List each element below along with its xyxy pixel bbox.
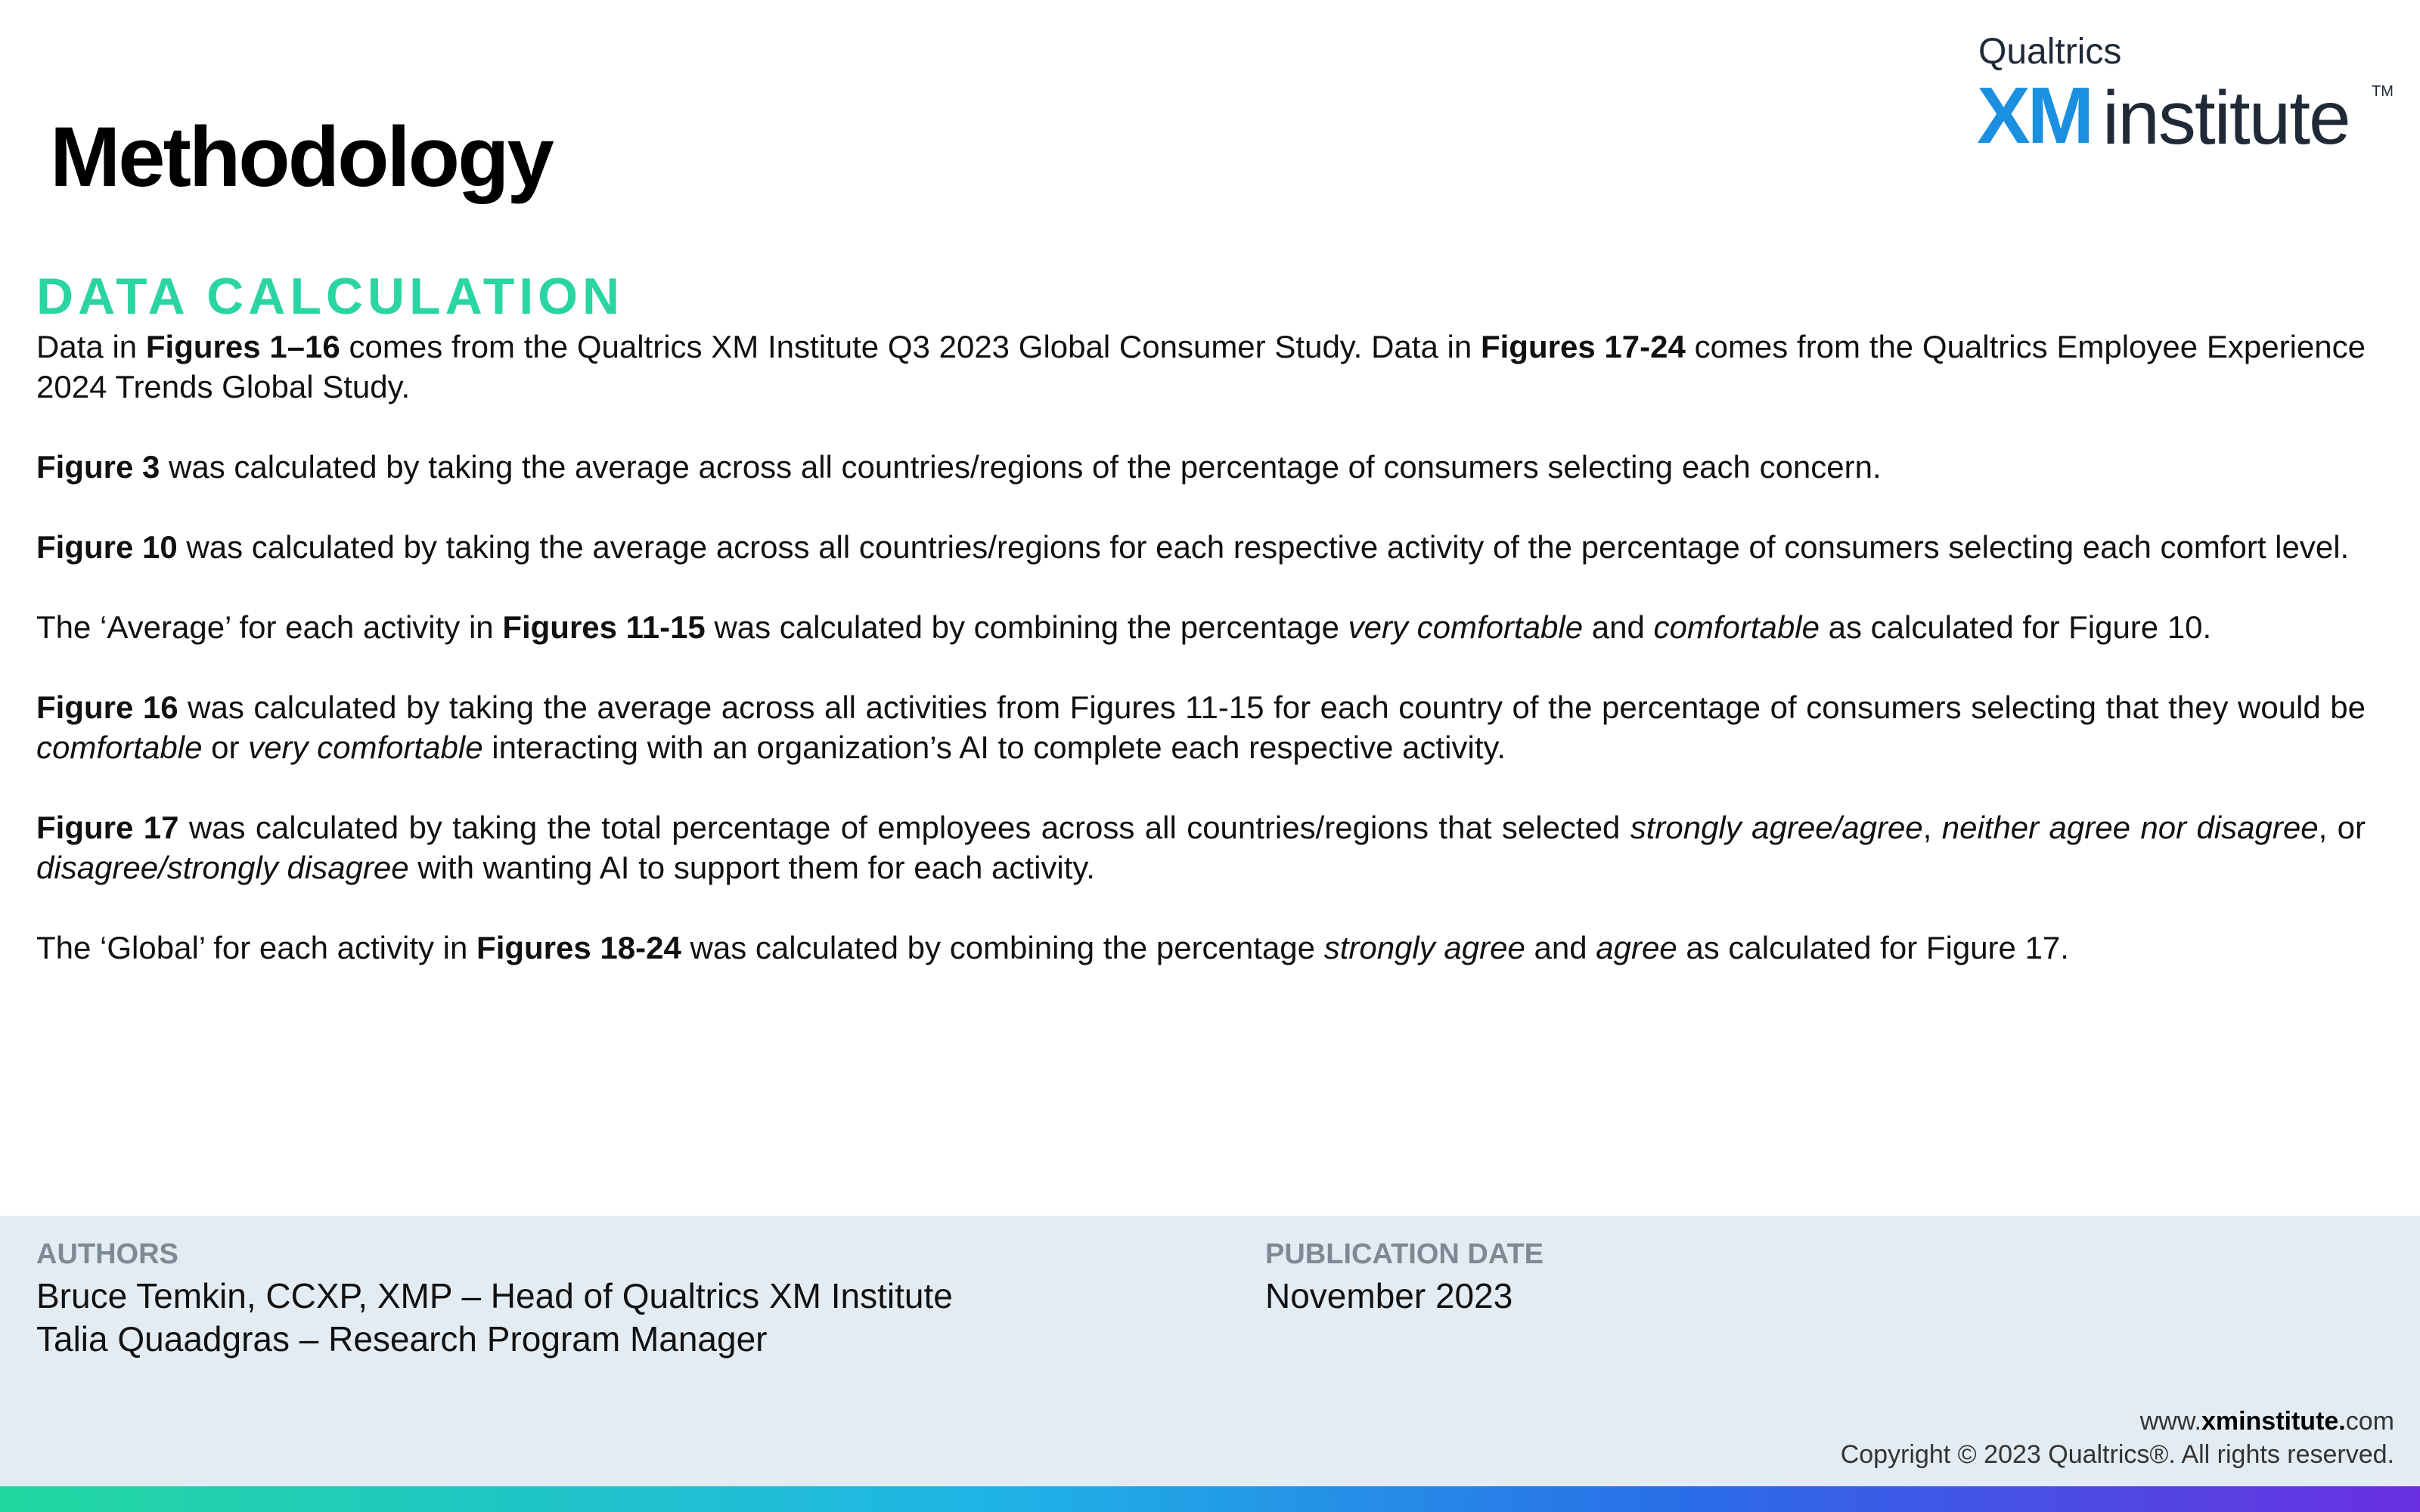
methodology-body — [36, 327, 2366, 1008]
logo-xm-text: XM — [1977, 71, 2091, 160]
publication-date: November 2023 — [1265, 1276, 1513, 1315]
paragraph-figures-11-15: The ‘Average’ for each activity in Figures 11-15 was calculated by combining the percentage very comfortable and comfortable as calculated for Figure 10. — [36, 609, 2212, 645]
author-line: Bruce Temkin, CCXP, XMP – Head of Qualtrics XM Institute — [36, 1276, 953, 1315]
publication-date-label: PUBLICATION DATE — [1265, 1238, 1544, 1270]
brand-gradient-bar — [0, 1486, 2420, 1512]
footer-panel — [0, 1216, 2420, 1486]
authors-label: AUTHORS — [36, 1238, 178, 1270]
website-link[interactable]: www.xminstitute.com — [2139, 1407, 2394, 1436]
paragraph-figure-16: Figure 16 was calculated by taking the average across all activities from Figures 11-15 for each country of the percentage of consumers selecting that they would be comfortable or very comfortable interacting with an organization’s AI to complete each respective activity. — [36, 689, 2366, 765]
copyright-notice: Copyright © 2023 Qualtrics®. All rights reserved. — [1840, 1440, 2394, 1469]
paragraph-data-sources: Data in Figures 1–16 comes from the Qualtrics XM Institute Q3 2023 Global Consumer Study. Data in Figures 17-24 comes from the Qualtrics Employee Experience 2024 Trends Global Study. — [36, 329, 2366, 404]
xm-institute-logo — [1977, 30, 2394, 160]
publication-block — [1265, 1234, 1544, 1318]
authors-block — [36, 1234, 953, 1361]
paragraph-figure-10: Figure 10 was calculated by taking the average across all countries/regions for each respective activity of the percentage of consumers selecting each comfort level. — [36, 529, 2350, 565]
paragraph-figure-3: Figure 3 was calculated by taking the average across all countries/regions of the percentage of consumers selecting each concern. — [36, 449, 1882, 485]
footer-contact — [1841, 1405, 2394, 1471]
page-title: Methodology — [50, 110, 552, 205]
logo-trademark: TM — [2372, 83, 2394, 100]
logo-institute-text: institute — [2102, 76, 2350, 160]
section-heading: DATA CALCULATION — [36, 268, 625, 326]
logo-brand-text: Qualtrics — [1978, 32, 2122, 72]
paragraph-figures-18-24: The ‘Global’ for each activity in Figures 18-24 was calculated by combining the percentage strongly agree and agree as calculated for Figure 17. — [36, 930, 2069, 965]
paragraph-figure-17: Figure 17 was calculated by taking the total percentage of employees across all countries/regions that selected strongly agree/agree, neither agree nor disagree, or disagree/strongly disagree with wanting AI to support them for each activity. — [36, 810, 2366, 885]
author-line: Talia Quaadgras – Research Program Manager — [36, 1319, 768, 1359]
